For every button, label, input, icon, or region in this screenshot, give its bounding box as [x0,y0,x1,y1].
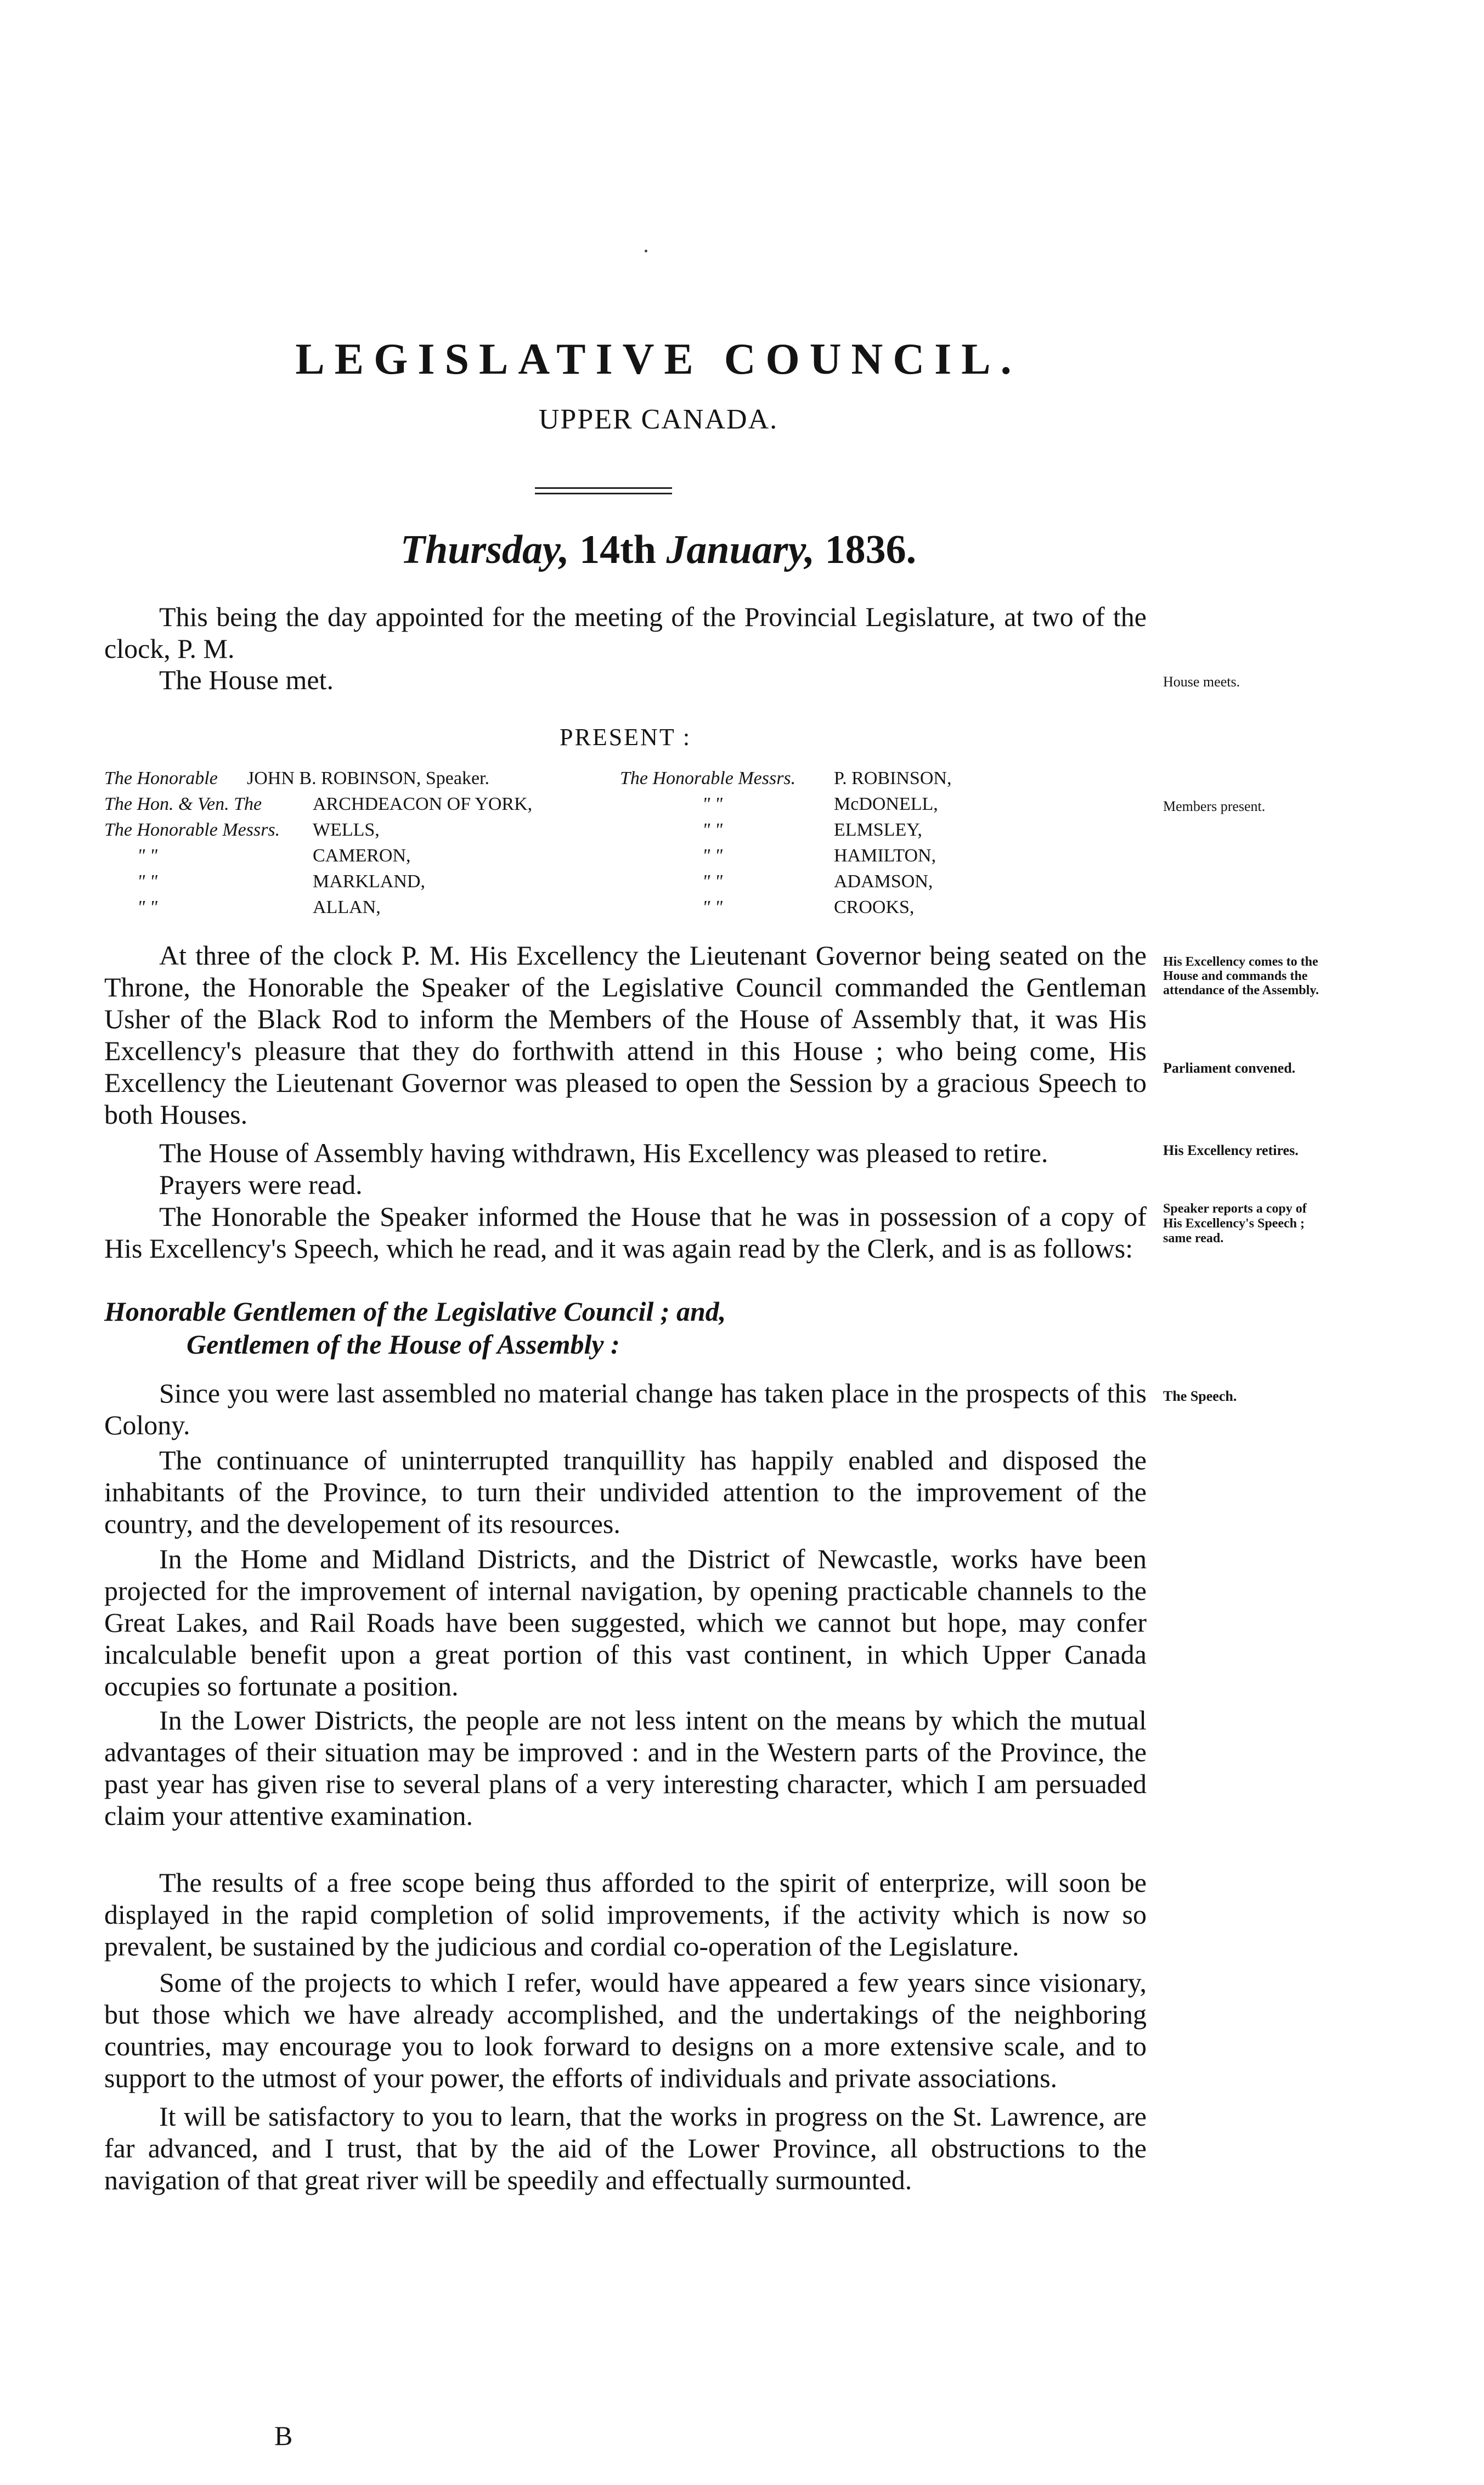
member-prefix: The Hon. & Ven. The [104,794,262,814]
margin-note-parliament-convened: Parliament convened. [1163,1060,1296,1076]
member-name: ARCHDEACON OF YORK, [313,794,533,814]
member-ditto: " " [137,871,158,892]
member-row [620,894,951,920]
title-rule-top [535,487,672,489]
margin-note-members-present: Members present. [1163,798,1266,814]
member-name: ELMSLEY, [834,820,922,840]
withdrawal-paragraph: The House of Assembly having withdrawn, His Excellency was pleased to retire. [159,1137,1048,1168]
member-name: CAMERON, [313,846,411,866]
member-row [104,843,532,869]
member-ditto: " " [702,794,723,814]
member-prefix: The Honorable Messrs. [104,820,280,840]
salutation-line-2: Gentlemen of the House of Assembly : [187,1329,620,1360]
member-prefix: The Honorable Messrs. [620,768,796,788]
speech-salutation [104,1295,726,1361]
margin-note-house-meets: House meets. [1163,674,1240,690]
signature-mark: B [274,2420,293,2451]
prayers-paragraph: Prayers were read. [159,1169,363,1200]
date-number: 14th [579,527,656,572]
proceedings-paragraph: At three of the clock P. M. His Excellency the Lieutenant Governor being seated on the Throne, the Honorable the Speaker of the Legislative Council commanded the Gentleman Usher of the Black Rod to inform the Members of the House of Assembly that, it was His Excellency's pleasure that they do forthwith attend in this House ; who being come, His Excellency the Lieutenant Governor was pleased to open the Session by a gracious Speech to both Houses. [104,940,1147,1130]
speech-paragraph-7: It will be satisfactory to you to learn, that the works in progress on the St. Lawrence, are far advanced, and I trust, that by the aid of the Lower Province, all obstructions to the navigation of that great river will be speedily and effectually surmounted. [104,2101,1147,2195]
opening-paragraph: This being the day appointed for the meeting of the Provincial Legislature, at two of the clock, P. M. [104,601,1147,664]
page-subtitle: UPPER CANADA. [538,404,778,435]
member-ditto: " " [702,846,723,866]
speech-paragraph-6: Some of the projects to which I refer, would have appeared a few years since visionary, but those which we have already accomplished, and the undertakings of the neighboring countries, may encourage you to look forward to designs on a more extensive scale, and to support to the utmost of your power, the efforts of individuals and private associations. [104,1967,1147,2093]
speech-paragraph-1: Since you were last assembled no material change has taken place in the prospects of this Colony. [104,1378,1147,1440]
member-ditto: " " [702,820,723,840]
member-name: HAMILTON, [834,846,936,866]
member-row [620,843,951,869]
title-rule-bottom [535,493,672,494]
member-name: ADAMSON, [834,871,933,892]
member-ditto: " " [137,897,158,917]
member-name: JOHN B. ROBINSON, Speaker. [247,768,489,788]
speech-paragraph-3: In the Home and Midland Districts, and the District of Newcastle, works have been projected for the improvement of internal navigation, by opening practicable channels to the Great Lakes, and Rail Roads have been suggested, which we cannot but hope, may confer incalculable benefit upon a great portion of this vast continent, in which Upper Canada occupies so fortunate a position. [104,1543,1147,1701]
speech-paragraph-4: In the Lower Districts, the people are not less intent on the means by which the mutual advantages of their situation may be improved : and in the Western parts of the Province, the past year has given rise to several plans of a very interesting character, which I am persuaded claim your attentive examination. [104,1705,1147,1831]
member-name: ALLAN, [313,897,381,917]
member-ditto: " " [702,897,723,917]
salutation-line-1: Honorable Gentlemen of the Legislative Council ; and, [104,1296,726,1327]
date-year: 1836. [825,527,917,572]
member-row [620,765,951,791]
margin-note-excellency-comes: His Excellency comes to the House and commands the attendance of the Assembly. [1163,955,1319,998]
margin-note-the-speech: The Speech. [1163,1388,1237,1404]
member-name: MARKLAND, [313,871,425,892]
member-row [104,765,532,791]
speech-paragraph-2: The continuance of uninterrupted tranquillity has happily enabled and disposed the inhabitants of the Province, to turn their undivided attention to the improvement of the country, and the developement of its resources. [104,1445,1147,1539]
member-row [620,791,951,817]
member-row [104,869,532,894]
ink-speck [645,250,647,252]
date-month: January, [666,527,815,572]
member-row [104,791,532,817]
member-ditto: " " [702,871,723,892]
speaker-paragraph: The Honorable the Speaker informed the House that he was in possession of a copy of His Excellency's Speech, which he read, and it was again read by the Clerk, and is as follows: [104,1201,1147,1264]
members-left-column [104,765,532,920]
members-right-column [620,765,951,920]
margin-note-excellency-retires: His Excellency retires. [1163,1142,1299,1158]
member-row [620,869,951,894]
member-row [104,817,532,843]
member-row [620,817,951,843]
session-date [165,527,1152,573]
margin-note-speaker-reports: Speaker reports a copy of His Excellency's Speech ; same read. [1163,1202,1307,1246]
member-ditto: " " [137,846,158,866]
house-met-paragraph: The House met. [159,664,334,695]
member-name: McDONELL, [834,794,938,814]
member-name: P. ROBINSON, [834,768,952,788]
member-prefix: The Honorable [104,768,218,788]
member-name: WELLS, [313,820,380,840]
page-title: LEGISLATIVE COUNCIL. [295,335,1022,384]
member-name: CROOKS, [834,897,915,917]
member-row [104,894,532,920]
speech-paragraph-5: The results of a free scope being thus afforded to the spirit of enterprize, will soon be displayed in the rapid completion of solid improvements, if the activity which is now so prevalent, be sustained by the judicious and cordial co-operation of the Legislature. [104,1867,1147,1962]
present-heading: PRESENT : [560,724,692,751]
date-day: Thursday, [400,527,569,572]
